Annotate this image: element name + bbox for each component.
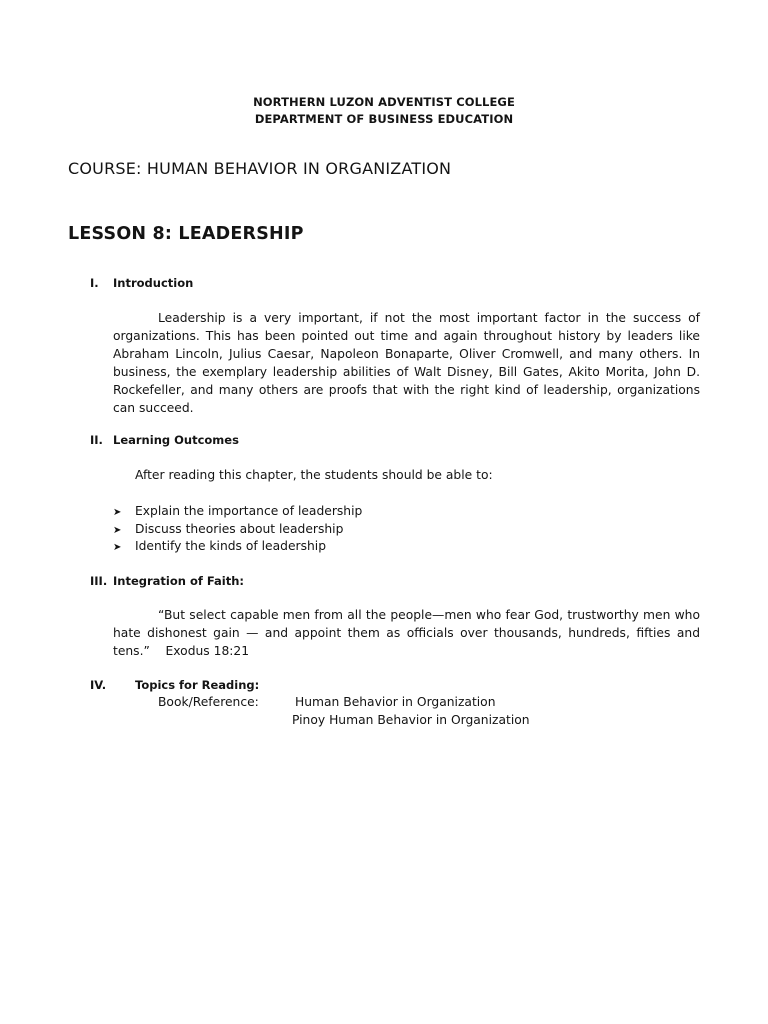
section-number-introduction: I. (90, 276, 99, 290)
book-title: Human Behavior in Organization (295, 695, 496, 709)
institution-name: NORTHERN LUZON ADVENTIST COLLEGE (253, 95, 515, 109)
arrow-bullet-icon: ➤ (113, 524, 122, 536)
reference-label: Book/Reference: (158, 695, 259, 709)
course-title: COURSE: HUMAN BEHAVIOR IN ORGANIZATION (68, 159, 452, 178)
outcomes-list (113, 503, 362, 556)
list-item: ➤ Explain the importance of leadership (113, 503, 362, 521)
book-title: Pinoy Human Behavior in Organization (292, 713, 530, 727)
arrow-bullet-icon: ➤ (113, 542, 122, 553)
section-title-outcomes: Learning Outcomes (113, 433, 239, 447)
section-title-introduction: Introduction (113, 276, 194, 290)
introduction-paragraph: Leadership is a very important, if not the most important factor in the success of organizations. This has been pointed out time and again throughout history by leaders like Abraham Lincoln, Julius Caesar, Napoleon Bonaparte, Oliver Cromwell, and many others. In business, the exemplary leadership abilities of Walt Disney, Bill Gates, Akito Morita, John D. Rockefeller, and many others are proofs that with the right kind of leadership, organizations can succeed. (113, 311, 700, 415)
list-item: ➤ Identify the kinds of leadership (113, 538, 362, 556)
outcomes-lead-text: After reading this chapter, the students should be able to: (135, 468, 493, 482)
section-title-topics: Topics for Reading: (135, 678, 260, 692)
section-number-outcomes: II. (90, 433, 103, 447)
section-title-faith: Integration of Faith: (113, 574, 245, 588)
bible-quote-text: “But select capable men from all the people—men who fear God, trustworthy men who hate dishonest gain — and appoint them as officials over thousands, hundreds, fifties and tens.” (113, 608, 700, 658)
section-number-faith: III. (90, 574, 108, 588)
faith-quote (113, 607, 700, 661)
section-number-topics: IV. (90, 678, 107, 692)
bible-reference: Exodus 18:21 (165, 643, 250, 658)
list-item: ➤ Discuss theories about leadership (113, 521, 362, 539)
lesson-title: LESSON 8: LEADERSHIP (68, 224, 304, 244)
department-name: DEPARTMENT OF BUSINESS EDUCATION (254, 112, 514, 126)
arrow-bullet-icon: ➤ (113, 507, 122, 518)
